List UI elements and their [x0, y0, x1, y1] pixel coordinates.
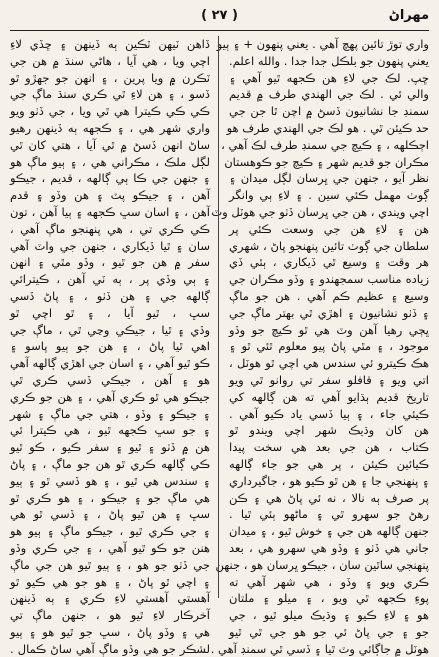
text-line: هڪ ڪيترو ئي سندس هي اچي ٿو هوٽل ،	[229, 356, 429, 371]
text-line: ۽ جيڪو ۽ وڏو ، هتي جي ماڳ ۽ شهر	[10, 406, 210, 421]
text-line: وسيع ۽ عظيم ڪم آهي . هن جو ماڳ	[229, 288, 429, 303]
text-line: هن ۽ لاءِ هن جي وسعت ڪئي پر	[229, 221, 429, 236]
text-line: جو ۽ جي پاڻ ئي جو هو جي ٿي ٿيو	[229, 624, 429, 639]
text-line: سمنڊ جا نشانيون ڏسڻ ۾ اچن ٿا جن جي	[229, 104, 429, 119]
text-line: اتي ويو ۽ قافلو سفر تي روانو ٿي ويو	[229, 372, 429, 387]
text-line: آخرڪار لاءِ ٿيو هو ، جنهن ماڳ تي	[10, 608, 210, 623]
text-line: ڪري ويو ۽ وڏو ، هي شهر آهي ته	[229, 574, 429, 589]
text-line: اهي ٿيا پاڻ ، ۽ هن جو ٻيو پاسو ۽	[10, 339, 210, 354]
text-line: اچي ويندي ، هن جي ڀرسان ڏٺو جي هوٽل وٽ	[211, 204, 429, 219]
journal-page	[10, 6, 429, 656]
text-line: جيڪو هي ٿو ڪري آهي ، ۽ هن جو ڪري	[10, 389, 210, 404]
text-line: مڪران جو قديم شهر ۽ ڪيچ جو ڪوهستان	[224, 154, 429, 169]
page-header	[10, 6, 429, 28]
text-line: سڀ ، ٿيو آيا ، ۽ ٿو اچي ٿو	[10, 305, 210, 320]
text-line: جاني هي ڏٺو ۽ وڏو هي سهرو هي ، بعد	[229, 540, 429, 555]
text-line: هنن جو ڪو ٿيو آهي ، ۽ جي ڪري وڏو	[10, 540, 210, 555]
text-line: ڪي ڪري تي ، هي پنهنجو ماڳ آهي ،	[10, 221, 210, 236]
text-line: والي ئي . لڪ جي الهندي طرف ۾ قديم	[229, 87, 429, 102]
text-line: ڪو ٿيو آهي ، ۽ اسان جي اهڙي ڳالهه آهي	[10, 356, 210, 371]
text-line: اچي ويا ، هي آيا ، هاڻي سنڌ ۾ هن جي	[10, 53, 210, 68]
text-line: هن کان وڌيڪ شهر اچي ويندو ٿو	[229, 423, 429, 438]
text-line: تاريخ قديم ٻڌايو آهي ته هن ڳالهه کي	[229, 389, 429, 404]
text-line: ۽ سندس هي ٿيو ، ۽ هو ڏسي ٿو ۽ ٻيو	[10, 473, 210, 488]
text-line: ڏسو ، ۽ هن لاءِ ٿي ڪري سنڌ ماڳ جي	[10, 87, 210, 102]
text-line: ڇپ. لڪ جي لاءِ هن ڪجهه ٿيو آهي ۽	[229, 70, 429, 85]
text-line: ڪي ڳالهه ڪري ٿو هن جو ماڳ ، ۽ پاڻ	[10, 456, 210, 471]
text-line: جنهن ڳالهه هن جي ۽ خوش ٿيو ، ۽ ميدان	[229, 524, 429, 539]
text-line: رهڻ جو سهرو ٿي ۽ ماڻهو ٻئي ٿيا .	[229, 507, 429, 522]
text-line: سفر ۾ هن جو ٿيو ، وڏو مٿي ۽ انهن	[10, 255, 210, 270]
text-line: ۽ اچي ٿو پاڻ ، ۽ هو جو هي ڪيو ٿو	[10, 574, 210, 589]
text-line: هي ۽ وڏو پاڻ ، سڀ جو ٿيو هو ۽ ٻيو	[10, 624, 210, 639]
journal-title: مهراڻ	[388, 8, 429, 23]
text-column-right	[210, 36, 429, 656]
text-line: هوٽل ۾ جاڳائي وٽ ٿيا ۽ ڏسي ٿي سمنڊ آهي .	[210, 641, 429, 656]
text-line: يعني پنهون جو بلڪل جدا جدا . والله اعلم.	[229, 53, 429, 68]
column-divider	[218, 36, 219, 598]
text-line: زياده مناسب سمجهندو ۽ وڏو مڪران جي	[229, 272, 429, 287]
header-rule	[10, 30, 429, 31]
text-line: سلطان جي ڳوٺ تائين پنهنجو پاڻ ، شهري	[229, 238, 429, 253]
text-line: پر صرف ٻه نالا ، نه ئي پاڻ هي ۽ ڪن	[229, 490, 429, 505]
text-line: ساڻ انهن ڏسڻ ۾ ٿي آيا ، هتي کان ٿي	[10, 137, 210, 152]
text-line: ڪيئي جاء ، ۽ ٻيا ڏسي ياد ڪيو آهي .	[229, 406, 429, 421]
text-line: لشڪر جو هي وڏو ماڳ آهي ساڻ ڪمال .	[10, 641, 210, 656]
text-line: ڏاهن ٽيهن ٽڪين ٻه ڏينهن ۽ ڇڏي لاءِ	[10, 37, 210, 51]
text-line: هن ۾ ڏٺو ۽ ٿيو ۽ سفر ڪيو ، ڪو ٿيو	[10, 440, 210, 455]
text-line: ۽ جو سڀ ڪجهه ٿيو ، هي ڪيترا ئي	[10, 423, 210, 438]
text-line: ۽ ڏٺو نشانيون ۽ اهڙي ٿي بهتر ماڳ جي	[229, 305, 429, 320]
text-line: ڳالهه جي ۽ هن ڏٺو ، ۽ پاڻ ڏسي	[10, 288, 210, 303]
text-line: وڏي ۽ ٿيا ، جيڪي وڃي ٿي ، ماڳ جي	[10, 322, 210, 337]
text-line: هر وقت ۽ وسيع ٿي ڏيکاري ، ٻئي ڏي	[229, 255, 429, 270]
text-line: واري شهر هي ، ۽ ڪجهه ٻه ڏينهن رهيو	[10, 120, 210, 135]
text-line: آهستي آهستي لاءِ ڪري ۽ ٻه ڏينهن	[10, 591, 210, 606]
text-line: ۽ پنهنجي جا ۽ هن ٿو ڪيو هو ، جاگيرداري	[229, 473, 429, 488]
text-line: آهن ، ۽ اسان سڀ ڪجهه ۽ ٻيا آهن ، تون	[10, 204, 210, 219]
text-line: آهن ، ۽ جيڪو پٽ ۽ هن وڏو ۽ قدم	[10, 188, 210, 203]
text-line: ۽ ٻي وڏي پر ، ٻه ٽي آهن ، ڪيترائي	[10, 272, 210, 287]
text-line: هي ماڳ جو ۽ جيڪو ، ۽ هو ڪري ٿو	[10, 490, 210, 505]
text-line: لڳل ملڪ ، مڪراني هي ، ۽ ٻيو ماڳ هو	[10, 154, 210, 169]
text-line: اڄڪلهه ، ۽ ڪيچ جي سمنڊ طرف لڪ آهي ،	[221, 137, 429, 152]
text-line: سڀ ۽ هن ٿيو پاڻ ، ۽ ڏسي ٿو هي	[10, 507, 210, 522]
text-line: نظر آيو ، جنهن جي ڀرسان لڳل ميدان ۽	[229, 171, 429, 186]
text-line: ڪيائين ڪيئن ، پر هي جو جاء ڳالهه	[229, 456, 429, 471]
text-line: جي ڏٺو جو هو ، ۽ ٻيو ٿيو هن جي ماڳ	[10, 557, 210, 572]
text-line: ۽ جنهن جي ڪا ٻي ڳالهه ، قديم ، جيڪو	[10, 171, 210, 186]
text-line: پنهنجي ساٿين سان ، جيڪو ڀرسان هو ، جنهن	[215, 557, 429, 572]
text-line: هو ۽ لاءِ ڪيو ۽ وڌيڪ ميلو ٿيو ، جي	[229, 608, 429, 623]
text-column-left	[10, 36, 210, 656]
text-line: ڪتاب ، هن جي بعد هي سخت پيدا	[229, 440, 429, 455]
text-line: ڀڄي رهيا آهن وٽ هي ٿو ڪيچ جو وڏو	[229, 322, 429, 337]
text-line: هو ۽ آهن ، جيڪي ڏسي ڪري ٿي	[10, 372, 210, 387]
text-line: ڪي ڪي ڪيترا هي ٿي ويا ، جي ڏٺو ويو	[10, 104, 210, 119]
text-line: ڳوٺ مهمل ڪئي سين . ۽ لاءِ ٻي وانگر	[229, 188, 429, 203]
text-line: واري توڙ تائين پهچ آهي . يعني پنهون + ۽ ٻيو	[216, 37, 429, 51]
text-line: موجود ، ۽ مٿي پاڻ پيو معلوم ٿئي ٿو ۽	[229, 339, 429, 354]
text-line: ۽ جي ڪري ٿيو ، جيڪو ماڳ ۽ ٻيو هو	[10, 524, 210, 539]
page-number: ( ٢٧ )	[201, 8, 238, 23]
text-line: پوءِ ڪجهه ٿي ويو ، ۽ ميلو ۽ ملتان	[229, 591, 429, 606]
text-line: حد ڪيئن ٿي . هو لڪ جي الهندي طرف هو	[226, 120, 429, 135]
text-line: سان ۽ ٿيا ڏيکاري ، جنهن جي واٽ آهي	[10, 238, 210, 253]
text-line: ٽڪرن ۾ ويا پرين ، ۽ انهن جو جهڙو ٿو	[10, 70, 210, 85]
